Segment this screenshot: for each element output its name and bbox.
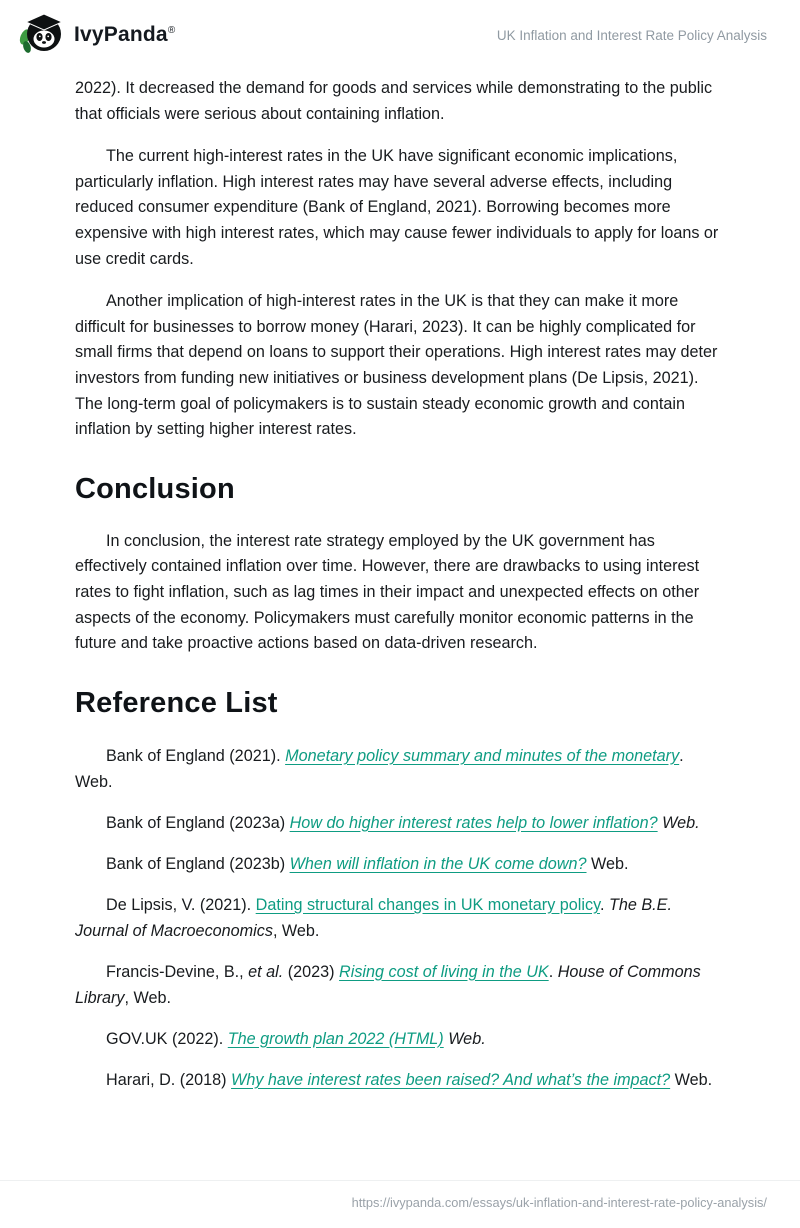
heading-reference-list: Reference List xyxy=(75,686,278,719)
heading-conclusion: Conclusion xyxy=(75,472,235,505)
reference-entry xyxy=(75,959,724,1011)
reference-entry xyxy=(75,1026,724,1052)
reference-entry xyxy=(75,851,724,877)
reference-text: . xyxy=(599,895,609,914)
reference-link[interactable]: Rising cost of living in the UK xyxy=(339,962,549,981)
paragraph-current-rates: The current high-interest rates in the UK have significant economic implications, particularly inflation. High interest rates may have several adverse effects, including reduced consumer expenditure (Bank of England, 2021). Borrowing becomes more expensive with high interest rates, which may cause fewer individuals to apply for loans or use credit cards. xyxy=(75,147,719,268)
reference-text: Web. xyxy=(670,1070,713,1089)
reference-text: De Lipsis, V. (2021). xyxy=(106,895,256,914)
reference-entry xyxy=(75,810,724,836)
page-header xyxy=(0,0,800,62)
reference-text: . xyxy=(548,962,558,981)
reference-link[interactable]: How do higher interest rates help to lower inflation? xyxy=(289,813,658,832)
reference-text: House of Commons Library xyxy=(75,962,701,1007)
reference-entry xyxy=(75,743,724,795)
reference-text: (2023) xyxy=(283,962,340,981)
reference-text: Web. xyxy=(657,813,700,832)
source-url: https://ivypanda.com/essays/uk-inflation-and-interest-rate-policy-analysis/ xyxy=(351,1194,767,1210)
reference-text: Francis-Devine, B., xyxy=(106,962,249,981)
trademark-symbol: ® xyxy=(167,25,176,36)
document-title: UK Inflation and Interest Rate Policy Analysis xyxy=(496,27,767,43)
reference-text: , Web. xyxy=(124,988,171,1007)
reference-text: Bank of England (2023b) xyxy=(106,854,290,873)
paragraph-continuation: 2022). It decreased the demand for goods and services while demonstrating to the public that officials were serious about containing inflation. xyxy=(75,79,713,123)
reference-link[interactable]: Why have interest rates been raised? And what’s the impact? xyxy=(231,1070,671,1089)
paragraph-conclusion: In conclusion, the interest rate strategy employed by the UK government has effectively contained inflation over time. However, there are drawbacks to using interest rates to fight inflation, such as lag times in their impact and unexpected effects on other aspects of the economy. Policymakers must carefully monitor economic patterns in the future and take proactive actions based on data-driven research. xyxy=(75,531,700,653)
ivypanda-logo[interactable] xyxy=(18,10,175,61)
reference-text: Bank of England (2023a) xyxy=(106,813,290,832)
document-body xyxy=(0,62,800,1228)
brand-name: IvyPanda® xyxy=(74,23,176,46)
reference-entry xyxy=(75,1067,724,1093)
paragraph-another-implication: Another implication of high-interest rates in the UK is that they can make it more difficult for businesses to borrow money (Harari, 2023). It can be highly complicated for small firms that depend on loans to support their operations. High interest rates may deter investors from funding new initiatives or business development plans (De Lipsis, 2021). The long-term goal of policymakers is to sustain steady economic growth and contain inflation by setting higher interest rates. xyxy=(75,292,718,439)
reference-text: The B.E. Journal of Macroeconomics xyxy=(75,895,672,940)
reference-text: et al. xyxy=(248,962,284,981)
reference-entry xyxy=(75,892,724,944)
page-footer xyxy=(0,1180,800,1228)
reference-text: , Web. xyxy=(272,921,320,940)
panda-logo-icon xyxy=(18,10,64,61)
reference-link[interactable]: Monetary policy summary and minutes of the monetary xyxy=(285,746,680,765)
reference-text: Web. xyxy=(443,1029,486,1048)
reference-link[interactable]: Dating structural changes in UK monetary policy xyxy=(255,895,600,914)
reference-text: GOV.UK (2022). xyxy=(106,1029,228,1048)
reference-link[interactable]: The growth plan 2022 (HTML) xyxy=(227,1029,444,1048)
reference-text: Bank of England (2021). xyxy=(106,746,286,765)
reference-text: Harari, D. (2018) xyxy=(106,1070,232,1089)
reference-text: . Web. xyxy=(75,746,684,791)
reference-text: Web. xyxy=(586,854,629,873)
reference-link[interactable]: When will inflation in the UK come down? xyxy=(289,854,587,873)
